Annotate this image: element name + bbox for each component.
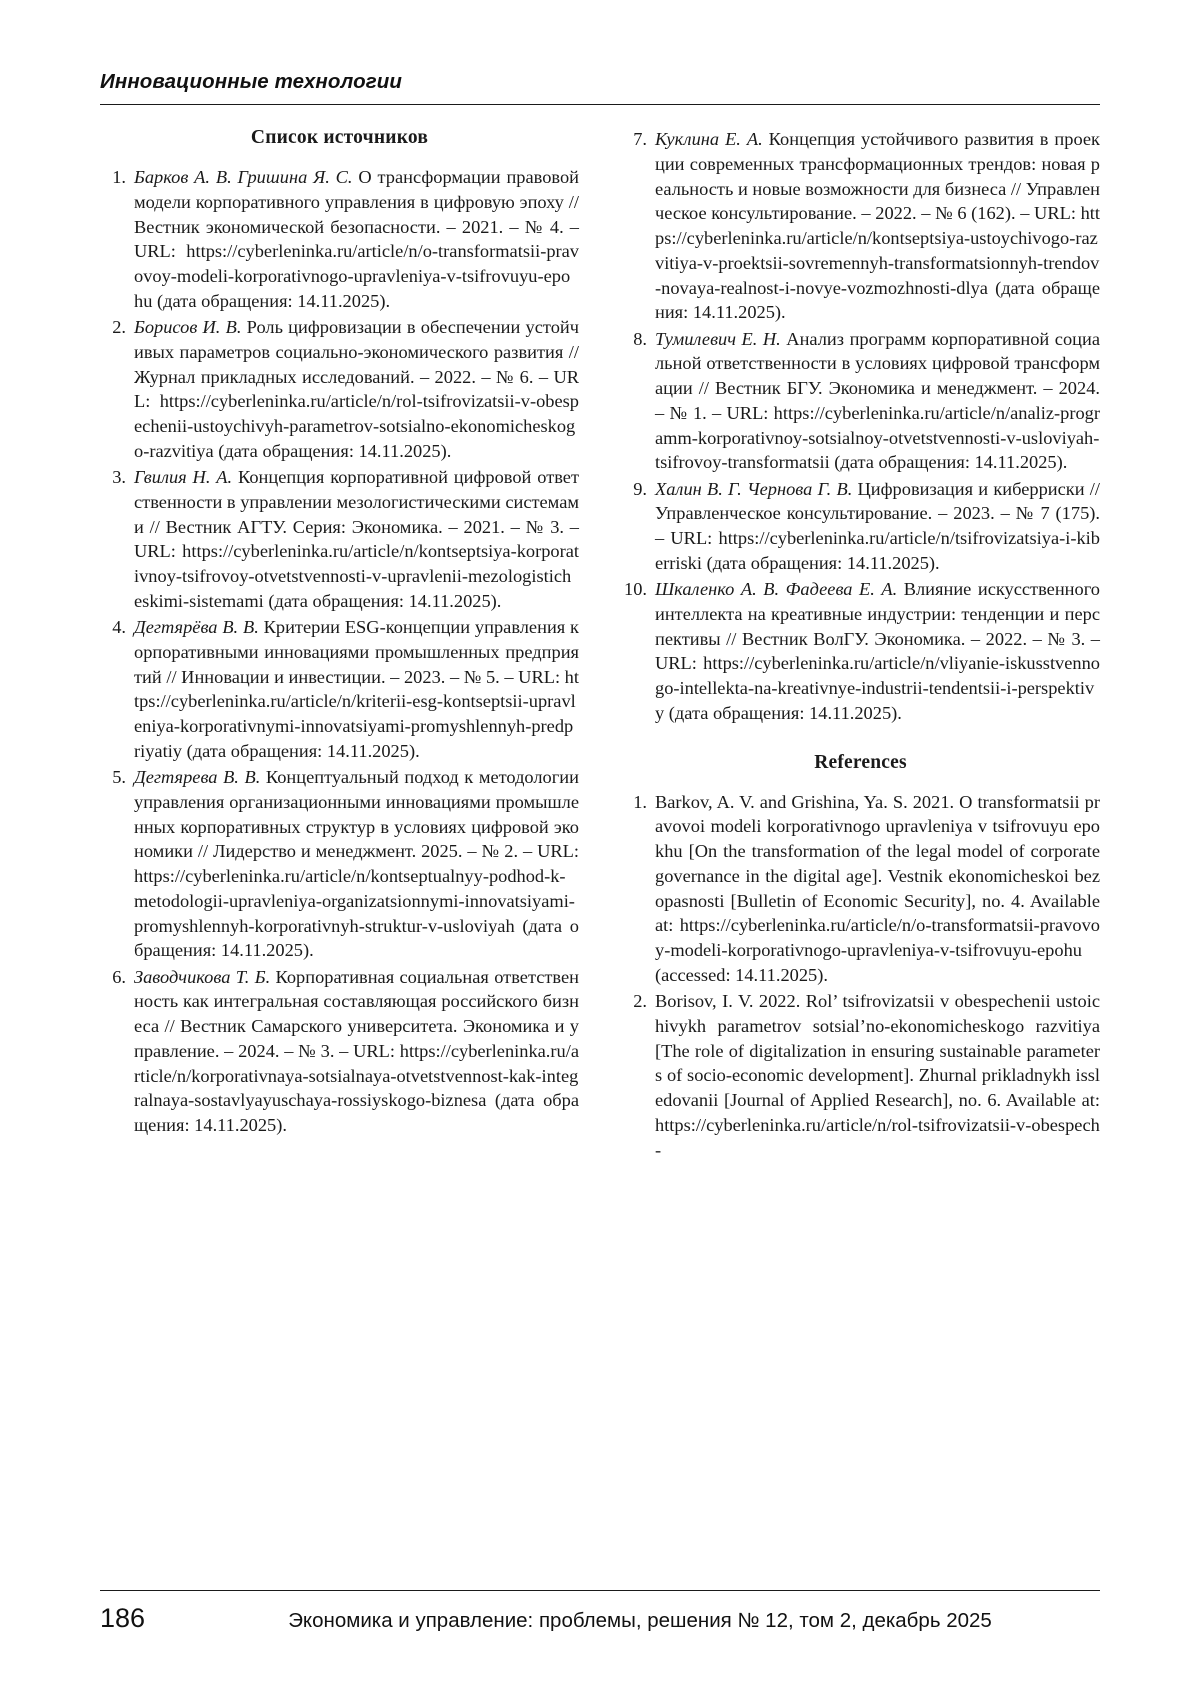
- list-item-text: О трансформации правовой модели корпоративного управления в цифровую эпоху // Вестник экономической безопасности. – 2021. – № 4. – URL: https://cyberleninka.ru/article/n/o-transformatsii-pravovoy-modeli-korporativnogo-upravleniya-v-tsifrovuyu-epohu (дата обращения: 14.11.2025).: [134, 167, 579, 311]
- list-item-author: Дегтярёва В. В.: [134, 617, 259, 637]
- list-item-number: 7.: [633, 129, 647, 149]
- list-item: [100, 615, 579, 764]
- list-item-number: 1.: [112, 167, 126, 187]
- list-item-text: Концептуальный подход к методологии управления организационными инновациями промышленных корпоративных структур в условиях цифровой экономики // Лидерство и менеджмент. 2025. – № 2. – URL: https://cyberleninka.ru/article/n/kontseptualnyy-podhod-k-metodologii-upravleniya-organizatsionnymi-innovatsiyami-promyshlennyh-korporativnyh-struktur-v-usloviyah (дата обращения: 14.11.2025).: [134, 767, 579, 961]
- list-item-number: 1.: [633, 791, 647, 812]
- list-item-author: Дегтярева В. В.: [134, 767, 261, 787]
- list-item-text: Влияние искусственного интеллекта на креативные индустрии: тенденции и перспективы // Вестник ВолГУ. Экономика. – 2022. – № 3. – URL: https://cyberleninka.ru/article/n/vliyanie-iskusstvennogo-intellekta-na-kreativnye-industrii-tendentsii-i-perspektivy (дата обращения: 14.11.2025).: [655, 579, 1100, 723]
- list-item-number: 3.: [112, 467, 126, 487]
- sources-list-continued: [621, 127, 1100, 726]
- list-item-number: 2.: [112, 317, 126, 337]
- page-footer: [100, 1590, 1100, 1634]
- list-item: [621, 989, 1100, 1162]
- list-item-author: Тумилевич Е. Н.: [655, 328, 781, 349]
- list-item-author: Куклина Е. А.: [655, 129, 763, 149]
- header-divider: [100, 104, 1100, 105]
- list-item: [621, 790, 1100, 988]
- list-item-text: Роль цифровизации в обеспечении устойчивых параметров социально-экономического развития // Журнал прикладных исследований. – 2022. – № 6. – URL: https://cyberleninka.ru/article/n/rol-tsifrovizatsii-v-obespechenii-ustoychivyh-parametrov-sotsialno-ekonomicheskogo-razvitiya (дата обращения: 14.11.2025).: [134, 317, 579, 461]
- list-item-number: 8.: [633, 328, 647, 349]
- list-item-text: Цифровизация и киберриски // Управленческое консультирование. – 2023. – № 7 (175). – URL: https://cyberleninka.ru/article/n/tsifrovizatsiya-i-kiberriski (дата обращения: 14.11.2025).: [655, 478, 1100, 573]
- list-item-author: Борисов И. В.: [134, 317, 242, 337]
- list-item-author: Гвилия Н. А.: [134, 467, 233, 487]
- list-item: [100, 165, 579, 314]
- list-item: [621, 127, 1100, 325]
- list-item-number: 10.: [624, 579, 647, 599]
- two-column-body: [100, 127, 1100, 1457]
- list-item: [621, 477, 1100, 576]
- list-item-author: Заводчикова Т. Б.: [134, 966, 271, 987]
- list-item: [621, 577, 1100, 726]
- list-item-text: Анализ программ корпоративной социальной ответственности в условиях цифровой трансформации // Вестник БГУ. Экономика и менеджмент. – 2024. – № 1. – URL: https://cyberleninka.ru/article/n/analiz-programm-korporativnoy-sotsialnoy-otvetstvennosti-v-usloviyah-tsifrovoy-transformatsii (дата обращения: 14.11.2025).: [655, 328, 1100, 473]
- list-item-number: 4.: [112, 617, 126, 637]
- references-heading: References: [814, 751, 907, 773]
- list-item: [100, 465, 579, 614]
- list-item: [100, 315, 579, 464]
- list-item: [100, 765, 579, 963]
- left-column: [100, 127, 579, 1457]
- right-column: [621, 127, 1100, 1457]
- page-number: 186: [100, 1603, 146, 1633]
- list-item-text: Критерии ESG-концепции управления корпоративными инновациями промышленных предприятий // Инновации и инвестиции. – 2023. – № 5. – URL: https://cyberleninka.ru/article/n/kriterii-esg-kontseptsii-upravleniya-korporativnymi-innovatsiyami-promyshlennyh-predpriyatiy (дата обращения: 14.11.2025).: [134, 617, 579, 761]
- list-item-number: 6.: [112, 966, 126, 987]
- list-item: [100, 965, 579, 1138]
- list-item-number: 2.: [633, 991, 647, 1011]
- list-item-text: Концепция устойчивого развития в проекции современных трансформационных трендов: новая реальность и новые возможности для бизнеса // Управленческое консультирование. – 2022. – № 6 (162). – URL: https://cyberleninka.ru/article/n/kontseptsiya-ustoychivogo-razvitiya-v-proektsii-sovremennyh-transformatsionnyh-trendov-novaya-realnost-i-novye-vozmozhnosti-dlya (дата обращения: 14.11.2025).: [655, 129, 1100, 323]
- list-item-author: Халин В. Г. Чернова Г. В.: [655, 478, 853, 499]
- footer-divider: [100, 1590, 1100, 1591]
- list-item-author: Барков А. В. Гришина Я. С.: [134, 167, 353, 187]
- list-item-number: 9.: [633, 478, 647, 499]
- references-list: [621, 790, 1100, 1163]
- list-item-text: Barkov, A. V. and Grishina, Ya. S. 2021. O transformatsii pravovoi modeli korporativnogo upravleniya v tsifrovuyu epokhu [On the transformation of the legal model of corporate governance in the digital age]. Vestnik ekonomicheskoi bezopasnosti [Bulletin of Economic Security], no. 4. Available at: https://cyberleninka.ru/article/n/o-transformatsii-pravovoy-modeli-korporativnogo-upravleniya-v-tsifrovuyu-epohu (accessed: 14.11.2025).: [655, 791, 1100, 985]
- list-item-text: Borisov, I. V. 2022. Rol’ tsifrovizatsii v obespechenii ustoichivykh parametrov sotsial’no-ekonomicheskogo razvitiya [The role of digitalization in ensuring sustainable parameters of socio-economic development]. Zhurnal prikladnykh issledovanii [Journal of Applied Research], no. 6. Available at: https://cyberleninka.ru/article/n/rol-tsifrovizatsii-v-obespech-: [655, 991, 1100, 1160]
- sources-list: [100, 165, 579, 1138]
- list-item-number: 5.: [112, 767, 126, 787]
- list-item: [621, 327, 1100, 476]
- list-item-author: Шкаленко А. В. Фадеева Е. А.: [655, 579, 898, 599]
- sources-heading: Список источников: [250, 127, 429, 148]
- page-header: Инновационные технологии: [100, 70, 402, 93]
- list-item-text: Концепция корпоративной цифровой ответственности в управлении мезологистическими системами // Вестник АГТУ. Серия: Экономика. – 2021. – № 3. – URL: https://cyberleninka.ru/article/n/kontseptsiya-korporativnoy-tsifrovoy-otvetstvennosti-v-upravlenii-mezologisticheskimi-sistemami (дата обращения: 14.11.2025).: [134, 467, 580, 611]
- journal-title: Экономика и управление: проблемы, решения № 12, том 2, декабрь 2025: [288, 1609, 992, 1632]
- list-item-text: Корпоративная социальная ответственность как интегральная составляющая российского бизнеса // Вестник Самарского университета. Экономика и управление. – 2024. – № 3. – URL: https://cyberleninka.ru/article/n/korporativnaya-sotsialnaya-otvetstvennost-kak-integralnaya-sostavlyayuschaya-rossiyskogo-biznesa (дата обращения: 14.11.2025).: [134, 966, 579, 1135]
